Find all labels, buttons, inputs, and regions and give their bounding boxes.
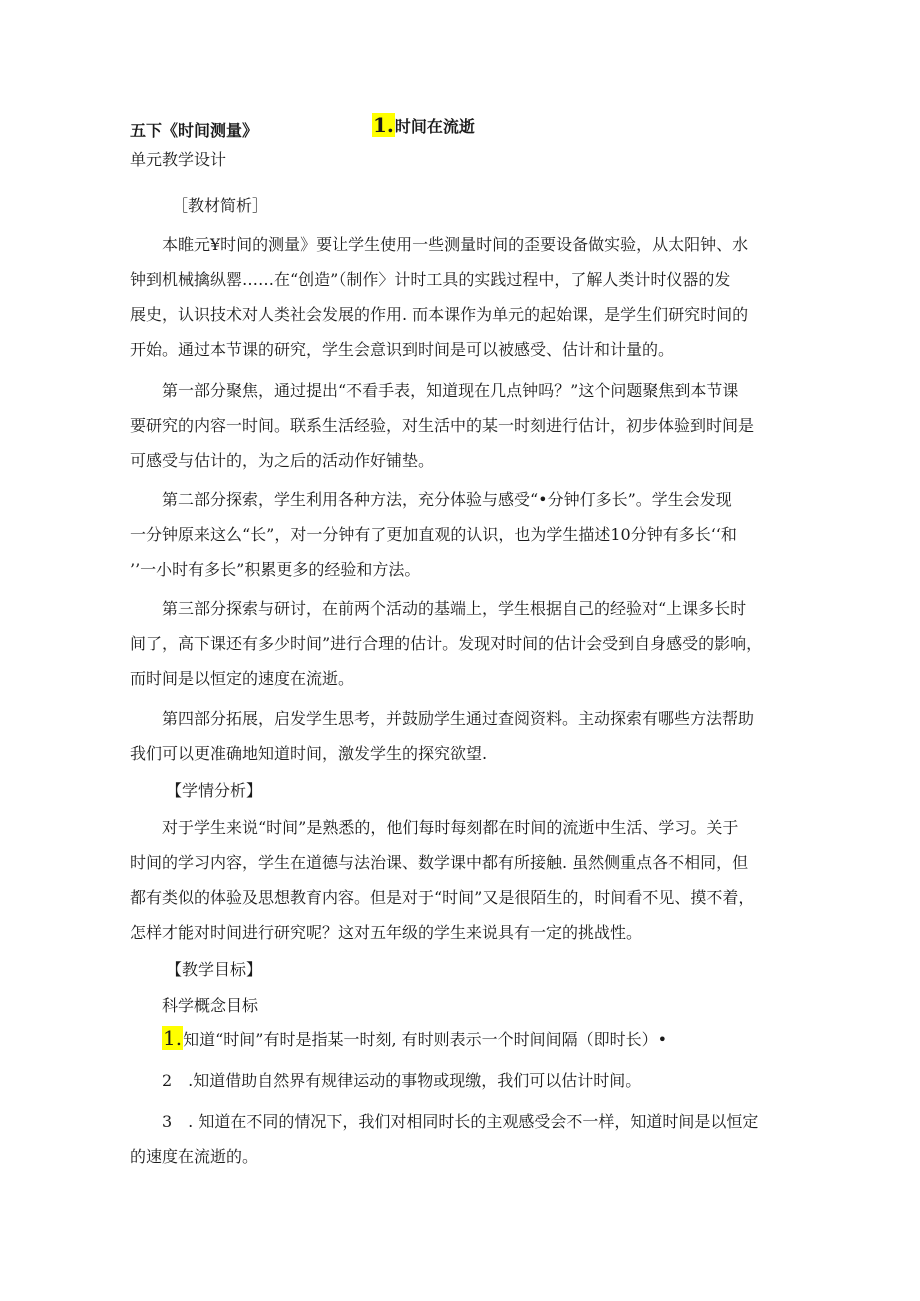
student-analysis-heading: 【学情分析】	[166, 781, 263, 800]
paragraph-line: 怎样才能对时间进行研究呢？这对五年级的学生来说具有一定的挑战性。	[130, 923, 643, 942]
document-subtitle: 单元教学设计	[130, 150, 227, 169]
paragraph-line: 时间的学习内容，学生在道德与法治课、数学课中都有所接触. 虽然侧重点各不相同，但	[130, 853, 749, 872]
paragraph-line: 开始。通过本节课的研究，学生会意识到时间是可以被感受、估计和计量的。	[130, 340, 675, 359]
paragraph-line: 一分钟原来这么“长”，对一分钟有了更加直观的认识，也为学生描述10分钟有多长‘‘和	[130, 525, 737, 544]
paragraph-line: 对于学生来说“时间”是熟悉的，他们每时每刻都在时间的流逝中生活、学习。关于	[162, 818, 739, 837]
lesson-heading	[372, 113, 475, 137]
paragraph-line: 第三部分探索与研讨，在前两个活动的基端上，学生根据自己的经验对“上课多长时	[162, 599, 747, 618]
paragraph-line: 钟到机械擒纵罂……在“创造”（制作〉计时工具的实践过程中，了解人类计时仪器的发	[130, 270, 731, 289]
goal-item-3-cont: 的速度在流逝的。	[130, 1147, 259, 1166]
analysis-heading: ［教材简析］	[172, 196, 269, 215]
science-concept-goals: 科学概念目标	[162, 996, 259, 1015]
paragraph-line: 可感受与估计的，为之后的活动作好铺垫。	[130, 451, 435, 470]
paragraph-line: 展史，认识技术对人类社会发展的作用. 而本课作为单元的起始课，是学生们研究时间的	[130, 305, 749, 324]
lesson-number: 1.	[373, 113, 394, 137]
lesson-title: 时间在流逝	[394, 117, 475, 136]
paragraph-line: 第二部分探索，学生利用各种方法，充分体验与感受“•分钟仃多长”。学生会发现	[162, 490, 732, 509]
teaching-goals-heading: 【教学目标】	[166, 960, 263, 979]
paragraph-line: 都有类似的体验及思想教育内容。但是对于“时间”又是很陌生的，时间看不见、摸不着，	[130, 888, 755, 907]
goal-item-2: 2 .知道借助自然界有规律运动的事物或现缴，我们可以估计时间。	[162, 1071, 642, 1090]
goal-item-3: 3 . 知道在不同的情况下，我们对相同时长的主观感受会不一样，知道时间是以恒定	[162, 1112, 759, 1131]
paragraph-line: ’’一小时有多长”积累更多的经验和方法。	[130, 560, 421, 579]
paragraph-line: 要研究的内容一时间。联系生活经验，对生活中的某一时刻进行估计，初步体验到时间是	[130, 416, 755, 435]
paragraph-line: 第四部分拓展，启发学生思考，并鼓励学生通过查阅资料。主动探索有哪些方法帮助	[162, 709, 755, 728]
paragraph-line: 本睢元¥时间的测量》要让学生使用一些测量时间的歪要设备做实验，从太阳钟、水	[162, 235, 749, 254]
paragraph-line: 我们可以更准确地知道时间，激发学生的探究欲望.	[130, 744, 488, 763]
goal-item-1	[162, 1026, 667, 1050]
paragraph-line: 而时间是以恒定的速度在流逝。	[130, 669, 355, 688]
paragraph-line: 第一部分聚焦，通过提出“不看手表，知道现在几点钟吗？”这个问题聚焦到本节课	[162, 381, 739, 400]
unit-title: 五下《时间测量》	[130, 121, 259, 140]
paragraph-line: 间了，高下课还有多少时间”进行合理的估计。发现对时间的估计会受到自身感受的影响，	[130, 634, 763, 653]
goal-1-number: 1.	[163, 1026, 183, 1050]
goal-1-text: 知道“时间”有时是指某一时刻, 有时则表示一个时间间隔（即时长）•	[183, 1030, 668, 1049]
